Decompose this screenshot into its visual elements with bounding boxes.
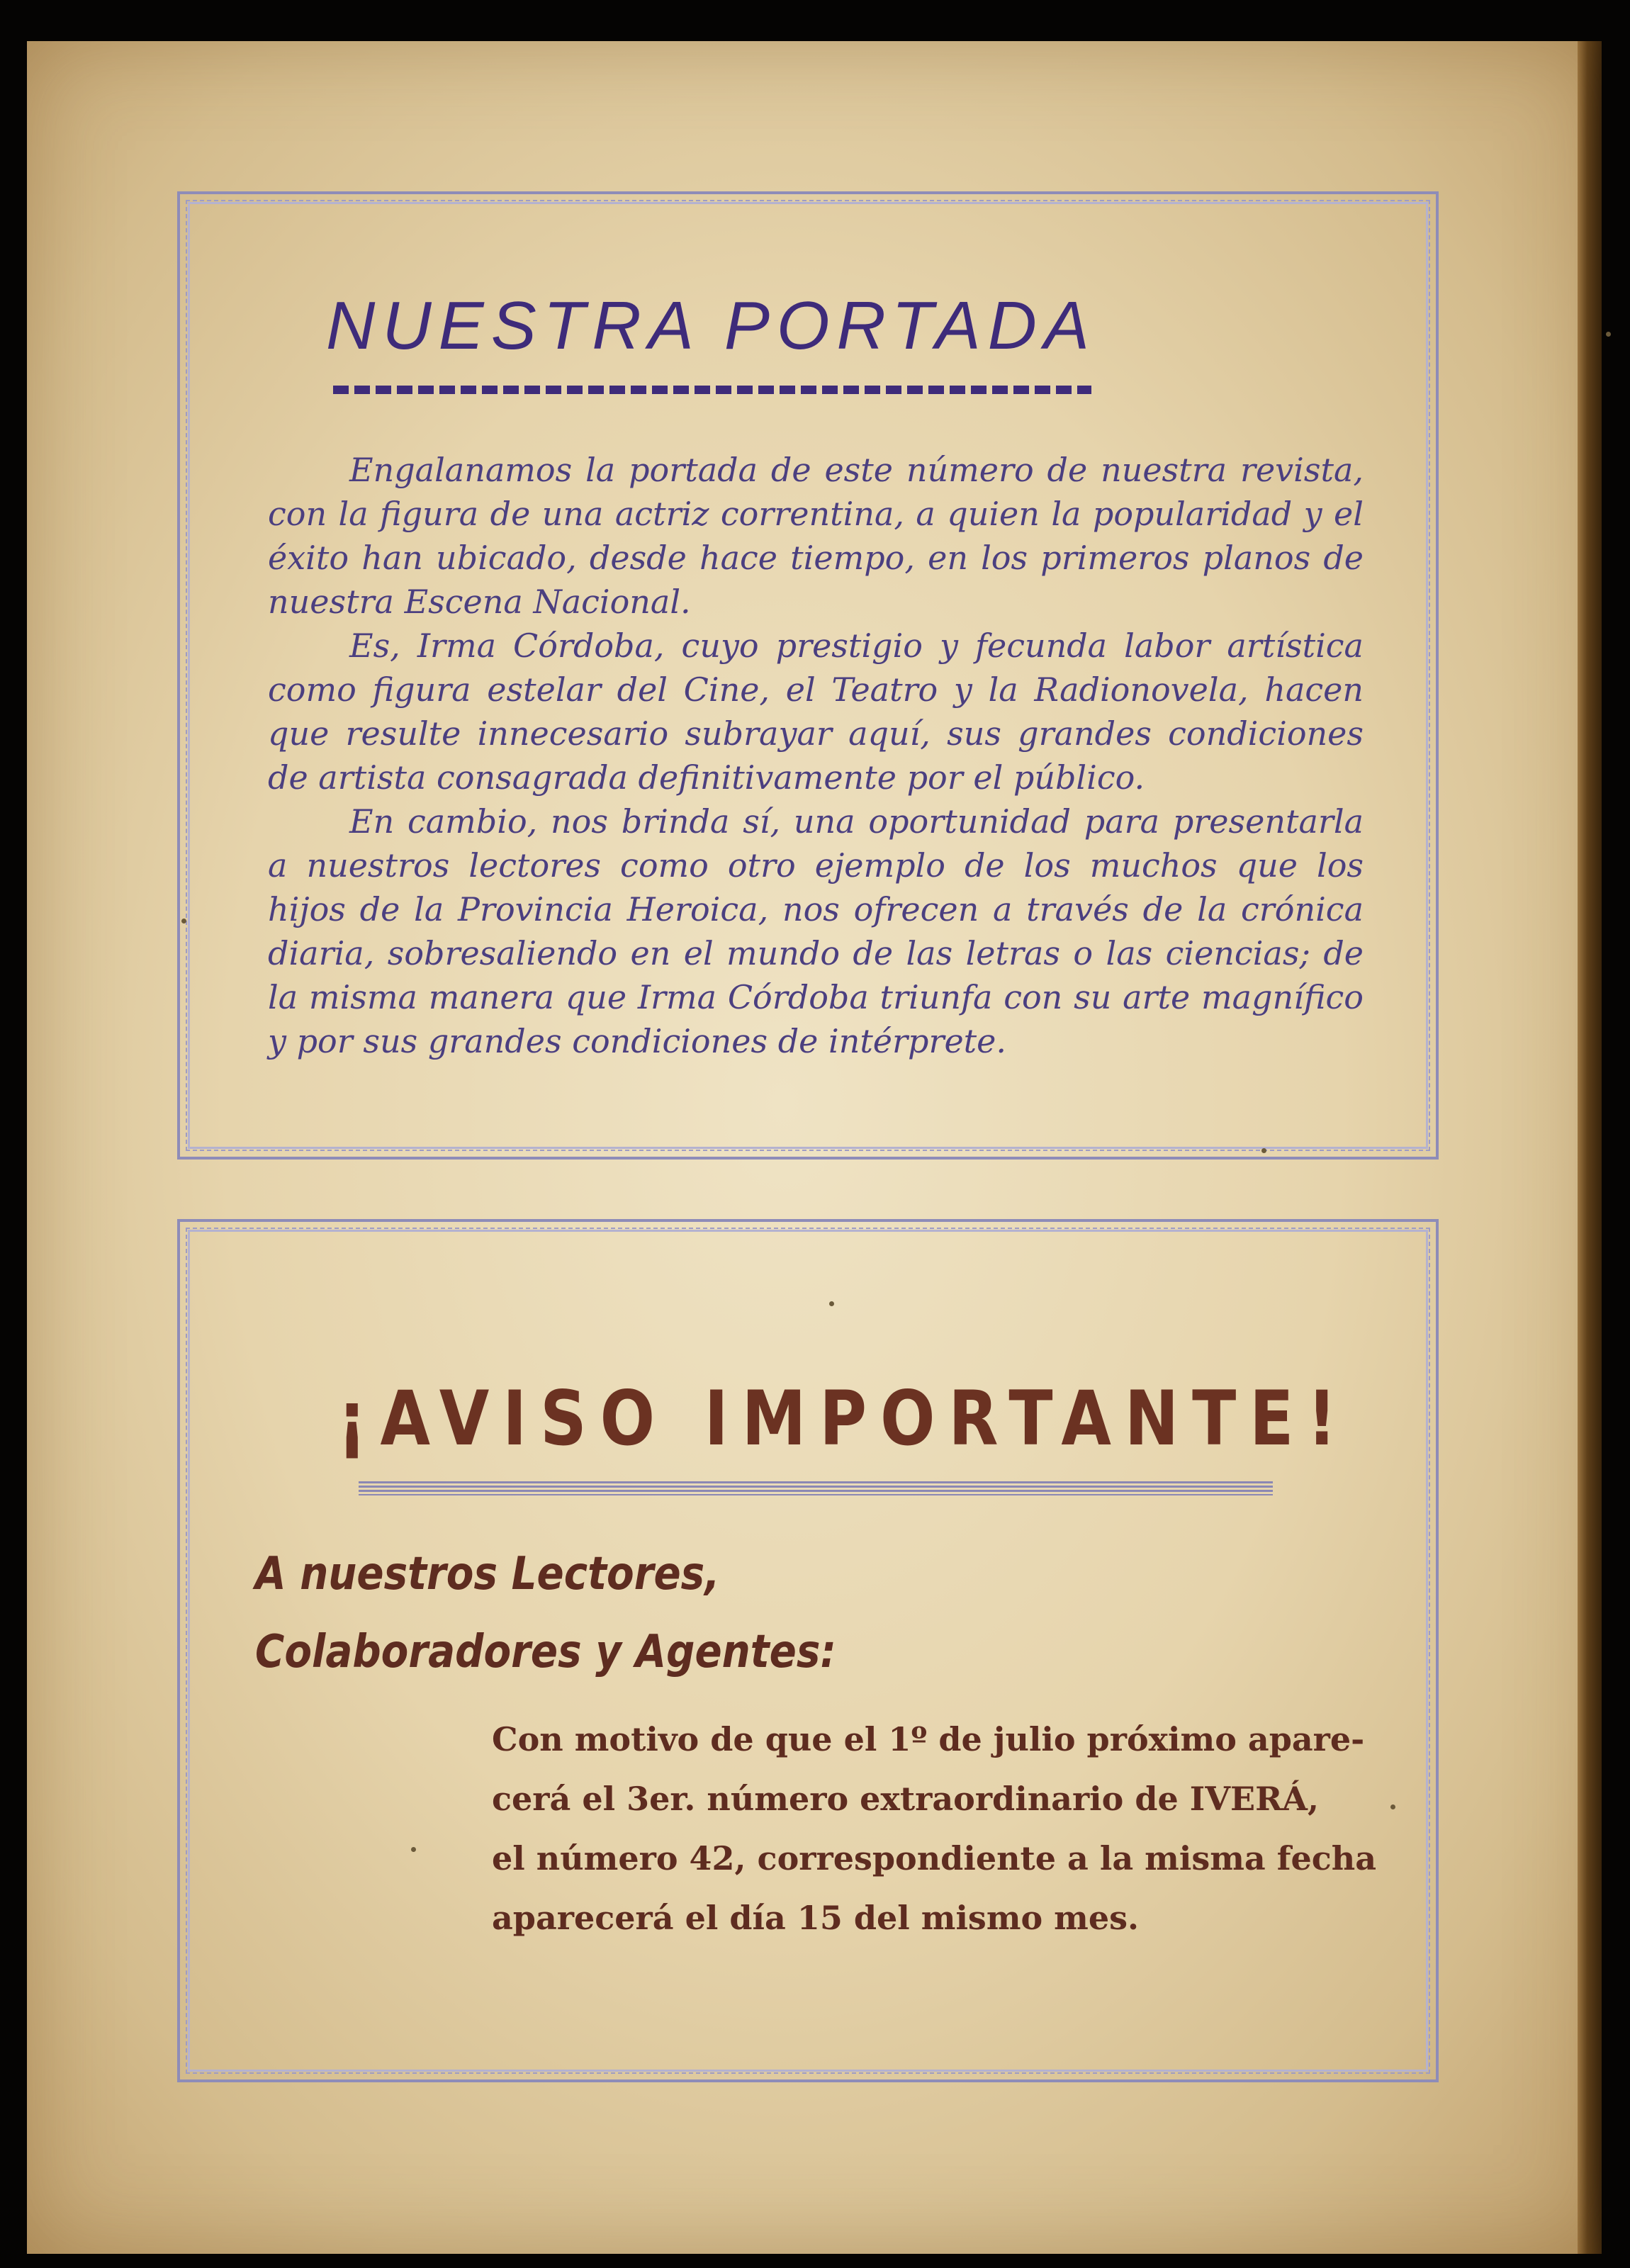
- aviso-body-line-1: Con motivo de que el 1º de julio próximo apare-: [492, 1720, 1365, 1758]
- aviso-body-line-4: aparecerá el día 15 del mismo mes.: [492, 1899, 1140, 1937]
- aviso-body-line-2: cerá el 3er. número extraordinario de IVERÁ,: [492, 1780, 1320, 1818]
- aviso-double-rule: [359, 1481, 1273, 1495]
- paper-speck: [1606, 332, 1611, 337]
- aviso-body: [492, 1710, 1377, 1948]
- aviso-importante-title: ¡AVISO IMPORTANTE!: [337, 1375, 1350, 1462]
- aviso-salutation: [255, 1535, 916, 1691]
- portada-paragraph-3: En cambio, nos brinda sí, una oportunidad para presentarla a nuestros lectores como otro ejemplo de los muchos que los hijos de la Provincia Heroica, nos ofrecen a través de la crónica diaria, sobresaliendo en el mundo de las letras o las ciencias; de la misma manera que Irma Córdoba triunfa con su arte magnífico y por sus grandes condiciones de intérprete.: [268, 802, 1364, 1060]
- portada-paragraph-2: Es, Irma Córdoba, cuyo prestigio y fecunda labor artística como figura estelar del Cine, el Teatro y la Radionovela, hacen que resulte innecesario subrayar aquí, sus grandes condiciones de artista consagrada definitivamente por el público.: [268, 627, 1364, 797]
- aviso-body-line-3: el número 42, correspondiente a la misma fecha: [492, 1839, 1377, 1877]
- title-dashed-underline: [333, 386, 1091, 394]
- salutation-line-1: A nuestros Lectores,: [255, 1548, 720, 1600]
- page-spine-shadow: [1578, 41, 1602, 2254]
- salutation-line-2: Colaboradores y Agentes:: [255, 1626, 836, 1678]
- nuestra-portada-text: [268, 448, 1364, 1063]
- nuestra-portada-title: NUESTRA PORTADA: [326, 288, 1097, 364]
- portada-paragraph-1: Engalanamos la portada de este número de nuestra revista, con la figura de una actriz correntina, a quien la popularidad y el éxito han ubicado, desde hace tiempo, en los primeros planos de nuestra Escena Nacional.: [268, 451, 1364, 621]
